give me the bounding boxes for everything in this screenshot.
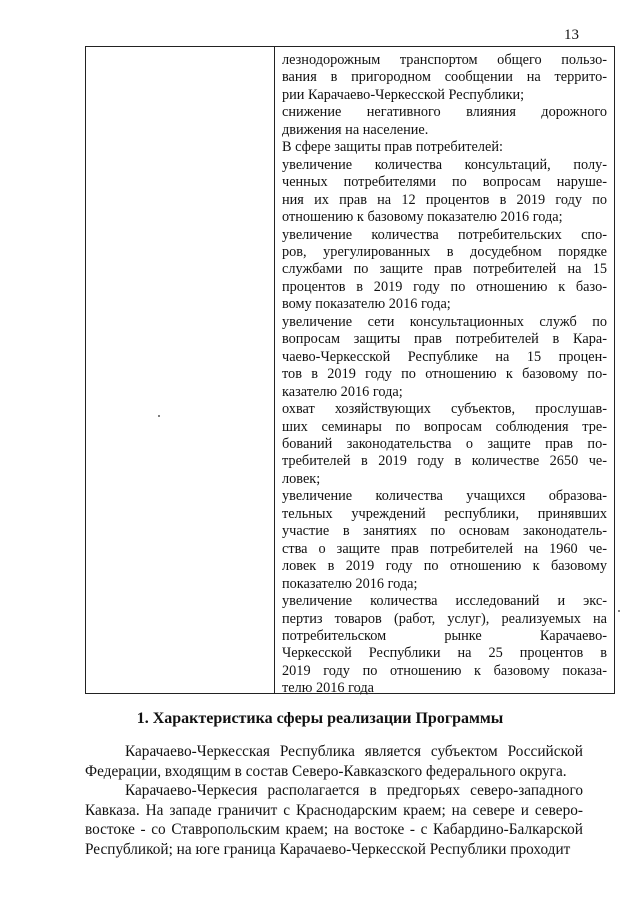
table-text-line: ров, урегулированных в досудебном порядке — [282, 243, 607, 260]
table-text-line: телю 2016 года — [282, 680, 375, 697]
table-text-line: тельных учреждений республики, принявших — [282, 505, 607, 522]
table-text-line: отношению к базовому показателю 2016 года; — [282, 209, 563, 226]
table-text-line: вания в пригородном сообщении на террито- — [282, 69, 607, 86]
table-text-line: службами по защите прав потребителей на 15 — [282, 261, 607, 278]
table-text-line: потребительском рынке Карачаево- — [282, 627, 607, 644]
table-text-line: вопросам защиты прав потребителей в Кара- — [282, 331, 607, 348]
body-paragraph: Карачаево-Черкесия располагается в предгорьях северо-западного Кавказа. На западе граничит с Краснодарским краем; на севере и северо-востоке - со Ставропольским краем; на востоке - с Кабардино-Балкарской Республикой; на юге граница Карачаево-Черкесской Республики проходит — [85, 782, 583, 858]
table-text-line: лезнодорожным транспортом общего пользо- — [282, 52, 607, 68]
table-text-line: тов в 2019 году по отношению к базовому по- — [282, 366, 607, 383]
body-text — [85, 742, 583, 860]
body-paragraph: Карачаево-Черкесская Республика является субъектом Российской Федерации, входящим в состав Северо-Кавказского федерального округа. — [85, 743, 583, 780]
table-text-line: снижение негативного влияния дорожного — [282, 104, 607, 121]
table-text-line: увеличение количества консультаций, полу- — [282, 156, 607, 173]
table-text-line: показателю 2016 года; — [282, 575, 418, 592]
table-text-line: ства о защите прав потребителей на 1960 че- — [282, 540, 607, 557]
table-text-line: требителей в 2019 году в количестве 2650 че- — [282, 453, 607, 470]
table-text-line: ловек в 2019 году по отношению к базовому — [282, 558, 607, 575]
table-text-line: процентов в 2019 году по отношению к базо- — [282, 278, 607, 295]
section-title: 1. Характеристика сферы реализации Программы — [136, 710, 504, 727]
table-text-line: чаево-Черкесской Республике на 15 процен- — [282, 348, 607, 365]
table-text-line: ловек; — [282, 470, 321, 487]
table-text-line: 2019 году по отношению к базовому показа- — [282, 662, 607, 679]
page-number: 13 — [564, 27, 579, 43]
table-left-cell — [86, 47, 275, 693]
table-text-line: рии Карачаево-Черкесской Республики; — [282, 86, 525, 103]
table-text-line: увеличение количества исследований и экс- — [282, 593, 607, 610]
table-text-line: охват хозяйствующих субъектов, прослушав- — [282, 401, 607, 418]
table-text-line: участие в занятиях по основам законодатель- — [282, 523, 607, 540]
table-text-line: увеличение сети консультационных служб по — [282, 313, 607, 330]
table-text-line: движения на население. — [282, 121, 429, 138]
table-text-line: ченных потребителями по вопросам наруше- — [282, 174, 607, 191]
scan-speck — [618, 610, 620, 612]
table-text-line: бований законодательства о защите прав по- — [282, 435, 607, 452]
table-text-line: ших семинары по вопросам соблюдения тре- — [282, 418, 607, 435]
table-text-line: пертиз товаров (работ, услуг), реализуемых на — [282, 610, 607, 627]
table-text-line: увеличение количества потребительских спо- — [282, 226, 607, 243]
table-text-line: вому показателю 2016 года; — [282, 296, 451, 313]
program-table — [85, 46, 615, 697]
table-text-line: увеличение количества учащихся образова- — [282, 488, 607, 505]
table-text-line: ния их прав на 12 процентов в 2019 году по — [282, 191, 607, 208]
table-text-line: В сфере защиты прав потребителей: — [282, 139, 504, 156]
scan-speck — [158, 415, 160, 417]
table-text-line: Черкесской Республики на 25 процентов в — [282, 645, 607, 662]
table-right-cell — [282, 52, 607, 698]
table-text-line: казателю 2016 года; — [282, 383, 403, 400]
